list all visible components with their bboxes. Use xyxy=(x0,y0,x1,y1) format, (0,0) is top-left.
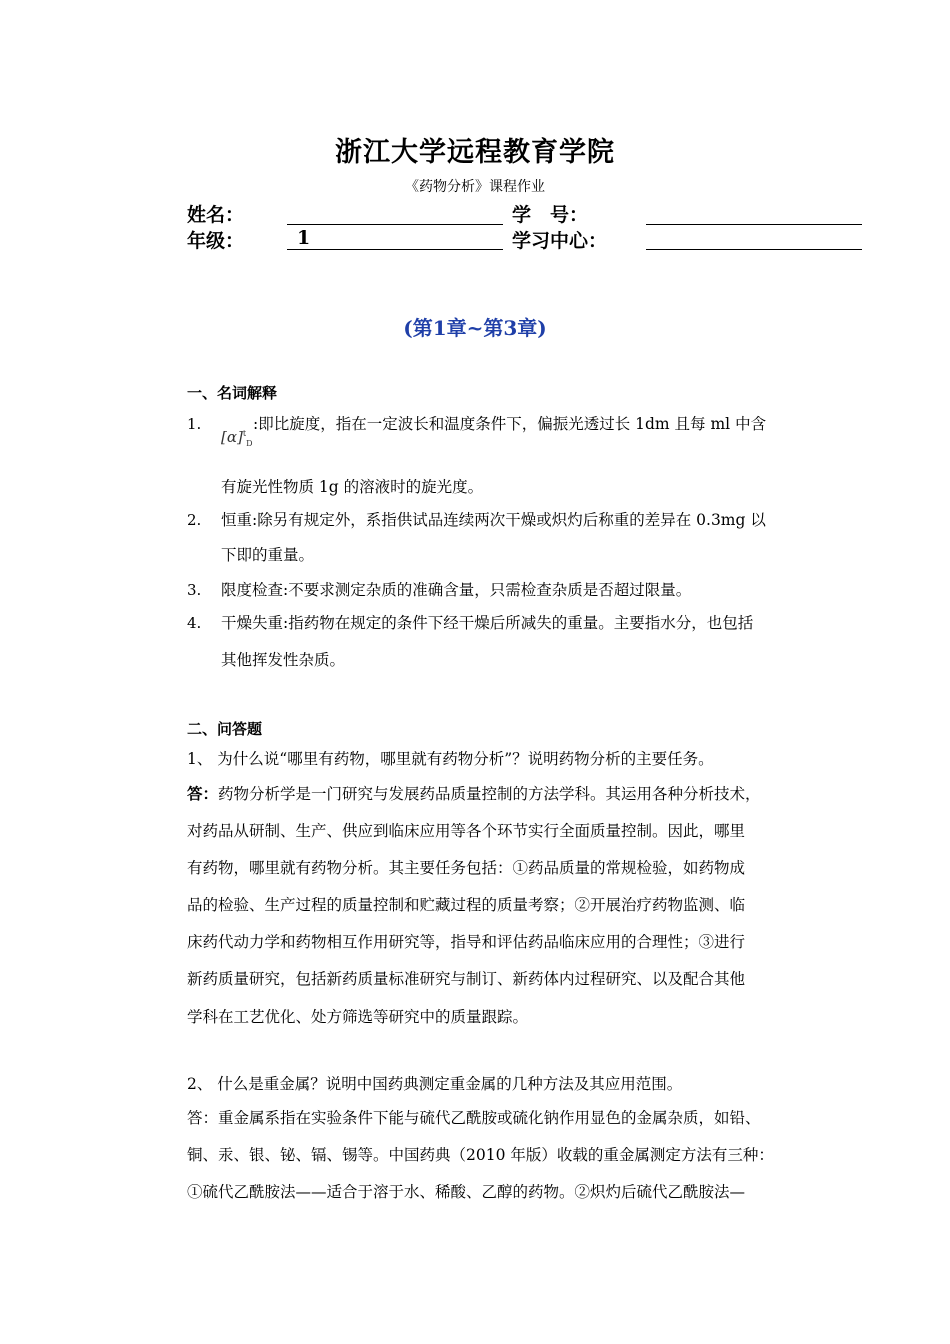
answer-line: 答：药物分析学是一门研究与发展药品质量控制的方法学科。其运用各种分析技术， xyxy=(187,784,761,803)
term-definition-line: 限度检查:不要求测定杂质的准确含量，只需检查杂质是否超过限量。 xyxy=(221,581,692,599)
answer-line: 新药质量研究，包括新药质量标准研究与制订、新药体内过程研究、以及配合其他 xyxy=(187,970,746,988)
answer-prefix: 答： xyxy=(187,784,219,803)
section-heading-terms: 一、名词解释 xyxy=(187,384,278,402)
student-id-field[interactable] xyxy=(646,201,862,225)
grade-field[interactable]: 1 xyxy=(287,226,503,250)
item-number: 3. xyxy=(187,581,202,599)
answer-line: 品的检验、生产过程的质量控制和贮藏过程的质量考察；②开展治疗药物监测、临 xyxy=(187,896,746,914)
study-center-field[interactable] xyxy=(646,226,862,250)
answer-line: 对药品从研制、生产、供应到临床应用等各个环节实行全面质量控制。因此，哪里 xyxy=(187,822,746,840)
answer-line: 铜、汞、银、铋、镉、锡等。中国药典（2010 年版）收载的重金属测定方法有三种： xyxy=(187,1146,774,1164)
answer-line: 学科在工艺优化、处方筛选等研究中的质量跟踪。 xyxy=(187,1008,529,1026)
specific-rotation-symbol: $[\alpha]^t_D$ xyxy=(221,428,253,448)
term-definition-line: 干燥失重:指药物在规定的条件下经干燥后所减失的重量。主要指水分，也包括 xyxy=(221,614,754,632)
chapter-range: (第1章~第3章) xyxy=(403,316,547,340)
term-definition-line: 下即的重量。 xyxy=(221,546,315,564)
term-definition-line: 其他挥发性杂质。 xyxy=(221,651,346,669)
answer-line: ①硫代乙酰胺法——适合于溶于水、稀酸、乙醇的药物。②炽灼后硫代乙酰胺法— xyxy=(187,1183,746,1201)
question-2: 2、 什么是重金属？说明中国药典测定重金属的几种方法及其应用范围。 xyxy=(187,1075,683,1093)
grade-label: 年级： xyxy=(187,230,245,252)
study-center-label: 学习中心： xyxy=(512,230,608,252)
term-definition-line: 有旋光性物质 1g 的溶液时的旋光度。 xyxy=(221,478,484,496)
item-number: 1. xyxy=(187,415,202,433)
term-definition-line: 恒重:除另有规定外，系指供试品连续两次干燥或炽灼后称重的差异在 0.3mg 以 xyxy=(221,511,766,529)
section-heading-qa: 二、问答题 xyxy=(187,720,263,738)
name-label: 姓名： xyxy=(187,204,245,226)
question-1: 1、 为什么说“哪里有药物，哪里就有药物分析”？说明药物分析的主要任务。 xyxy=(187,750,714,768)
item-number: 4. xyxy=(187,614,202,632)
course-subtitle: 《药物分析》课程作业 xyxy=(405,179,545,195)
page-title: 浙江大学远程教育学院 xyxy=(335,137,615,168)
student-id-label: 学 号： xyxy=(512,204,589,226)
name-field[interactable] xyxy=(287,201,503,225)
answer-line: 有药物，哪里就有药物分析。其主要任务包括：①药品质量的常规检验，如药物成 xyxy=(187,859,746,877)
item-number: 2. xyxy=(187,511,202,529)
term-definition-line: :即比旋度，指在一定波长和温度条件下，偏振光透过长 1dm 且每 ml 中含 xyxy=(253,415,767,433)
answer-line: 答：重金属系指在实验条件下能与硫代乙酰胺或硫化钠作用显色的金属杂质，如铅、 xyxy=(187,1109,761,1127)
answer-line: 床药代动力学和药物相互作用研究等，指导和评估药品临床应用的合理性；③进行 xyxy=(187,933,746,951)
